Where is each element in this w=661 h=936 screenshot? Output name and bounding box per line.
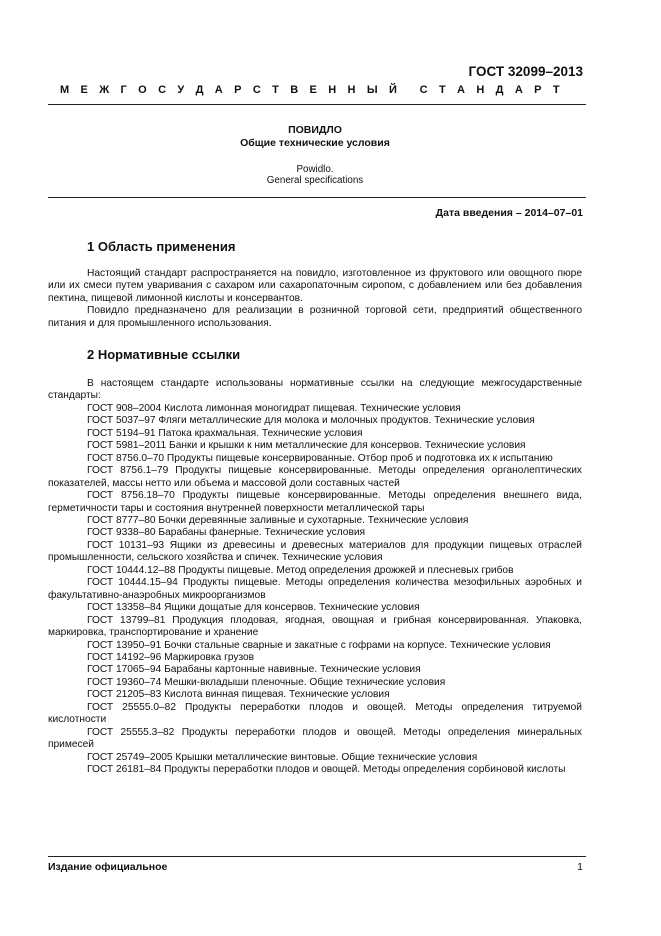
normative-reference-item: ГОСТ 13358–84 Ящики дощатые для консервов. Технические условия — [87, 602, 420, 614]
normative-reference-item: ГОСТ 10444.12–88 Продукты пищевые. Метод определения дрожжей и плесневых грибов — [87, 564, 514, 576]
section-2-intro: В настоящем стандарте использованы нормативные ссылки на следующие межгосударственные стандарты: — [48, 378, 582, 402]
normative-reference-item: ГОСТ 908–2004 Кислота лимонная моногидрат пищевая. Технические условия — [87, 402, 461, 414]
banner-letter: М — [60, 84, 70, 96]
interstate-standard-banner — [60, 84, 560, 96]
normative-reference-item: ГОСТ 5194–91 Патока крахмальная. Технические условия — [87, 427, 363, 439]
normative-reference-item: ГОСТ 17065–94 Барабаны картонные навивные. Технические условия — [87, 664, 421, 676]
banner-letter: Н — [476, 84, 485, 96]
standard-number: ГОСТ 32099–2013 — [468, 64, 583, 79]
banner-letter: Т — [438, 84, 446, 96]
normative-reference-item: ГОСТ 14192–96 Маркировка грузов — [87, 651, 255, 663]
banner-letter: Р — [534, 84, 542, 96]
banner-letter: Ы — [366, 84, 378, 96]
introduction-date: Дата введения – 2014–07–01 — [435, 207, 583, 219]
banner-letter: Т — [552, 84, 560, 96]
banner-letter: Р — [234, 84, 242, 96]
normative-reference-item: ГОСТ 25555.0–82 Продукты переработки плодов и овощей. Методы определения титруемой кислотности — [48, 701, 582, 726]
english-subtitle: General specifications — [266, 175, 364, 186]
banner-letter: С — [158, 84, 167, 96]
banner-letter: Д — [495, 84, 504, 96]
banner-letter: А — [214, 84, 223, 96]
section-1-body — [48, 268, 582, 330]
document-title: ПОВИДЛО — [288, 124, 342, 136]
banner-letter: У — [177, 84, 185, 96]
normative-reference-item: ГОСТ 5981–2011 Банки и крышки к ним металлические для консервов. Технические условия — [87, 440, 526, 452]
normative-reference-item: ГОСТ 8756.0–70 Продукты пищевые консервированные. Отбор проб и подготовка их к испытанию — [87, 452, 553, 464]
normative-reference-item: ГОСТ 8777–80 Бочки деревянные заливные и сухотарные. Технические условия — [87, 514, 469, 526]
banner-letter: Т — [272, 84, 279, 96]
banner-letter: О — [138, 84, 147, 96]
normative-reference-item: ГОСТ 26181–84 Продукты переработки плодов и овощей. Методы определения сорбиновой кислоты — [87, 764, 566, 776]
banner-letter: А — [457, 84, 465, 96]
normative-reference-item: ГОСТ 8756.1–79 Продукты пищевые консервированные. Методы определения органолептических показателей, массы нетто или объема и массовой доли составных частей — [48, 465, 582, 489]
normative-reference-item: ГОСТ 5037–97 Фляги металлические для молока и молочных продуктов. Технические условия — [87, 415, 535, 427]
footer-divider — [48, 856, 586, 857]
section-1-paragraph: Настоящий стандарт распространяется на повидло, изготовленное из фруктового или овощного пюре или их смеси путем уваривания с сахаром или сахаропаточным сиропом, с добавлением или без добавления пектина, пищевой лимонной кислоты и консервантов. — [48, 268, 582, 304]
banner-letter: Е — [309, 84, 317, 96]
title-divider — [48, 197, 586, 198]
normative-reference-item: ГОСТ 9338–80 Барабаны фанерные. Технические условия — [87, 527, 366, 539]
banner-letter: В — [290, 84, 299, 96]
banner-letter: А — [514, 84, 523, 96]
banner-letter: Н — [347, 84, 356, 96]
normative-reference-item: ГОСТ 19360–74 Мешки-вкладыши пленочные. Общие технические условия — [87, 676, 446, 688]
normative-reference-item: ГОСТ 13799–81 Продукция плодовая, ягодная, овощная и грибная консервированная. Упаковка, маркировка, транспортирование и хранение — [48, 614, 582, 639]
banner-letter: Г — [120, 84, 127, 96]
document-subtitle: Общие технические условия — [240, 137, 390, 149]
banner-letter: Й — [389, 84, 397, 96]
banner-letter: Ж — [99, 84, 110, 96]
header-divider — [48, 104, 586, 105]
section-1-paragraph: Повидло предназначено для реализации в розничной торговой сети, предприятий общественного питания и для промышленного использования. — [48, 305, 582, 329]
official-edition-label: Издание официальное — [48, 861, 168, 873]
banner-letter: Н — [328, 84, 337, 96]
banner-letter: С — [419, 84, 428, 96]
section-2-heading: 2 Нормативные ссылки — [87, 347, 241, 362]
normative-reference-item: ГОСТ 10131–93 Ящики из древесины и древесных материалов для продукции пищевых отраслей промышленности, сельского хозяйства и спичек. Технические условия — [48, 539, 582, 564]
section-2-body — [48, 378, 582, 777]
banner-letter: С — [252, 84, 261, 96]
normative-reference-item: ГОСТ 21205–83 Кислота винная пищевая. Технические условия — [87, 689, 390, 701]
english-title: Powidlo. — [296, 164, 334, 175]
page-number: 1 — [577, 861, 583, 873]
normative-reference-item: ГОСТ 8756.18–70 Продукты пищевые консервированные. Методы определения внешнего вида, герметичности тары и состояния внутренней поверхности металлической тары — [48, 490, 582, 514]
normative-reference-item: ГОСТ 25749–2005 Крышки металлические винтовые. Общие технические условия — [87, 751, 478, 763]
section-1-heading: 1 Область применения — [87, 239, 236, 254]
banner-letter: Д — [195, 84, 204, 96]
normative-reference-item: ГОСТ 13950–91 Бочки стальные сварные и закатные с гофрами на корпусе. Технические условия — [87, 639, 551, 651]
normative-reference-item: ГОСТ 25555.3–82 Продукты переработки плодов и овощей. Методы определения минеральных примесей — [48, 726, 582, 751]
banner-letter: Е — [80, 84, 88, 96]
normative-reference-item: ГОСТ 10444.15–94 Продукты пищевые. Методы определения количества мезофильных аэробных и факультативно-анаэробных микроорганизмов — [48, 577, 582, 601]
